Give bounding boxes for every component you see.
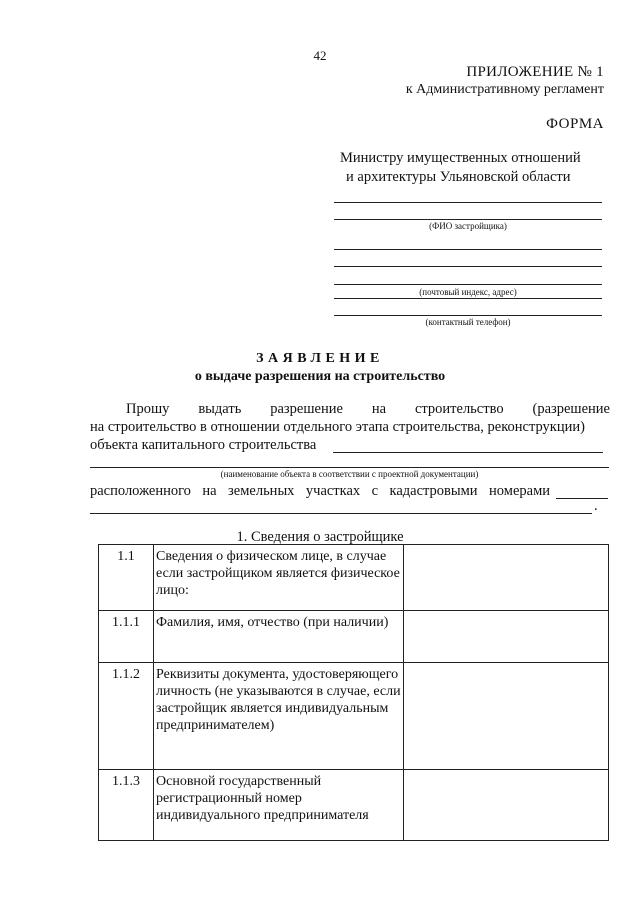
paragraph-line-3: объекта капитального строительства	[90, 437, 317, 453]
postal-address-caption: (почтовый индекс, адрес)	[419, 287, 517, 297]
applicant-info-table	[98, 544, 609, 841]
row-number: 1.1.3	[99, 770, 154, 841]
paragraph-line-2: на строительство в отношении отдельного этапа строительства, реконструкции)	[90, 419, 585, 435]
table-row	[99, 663, 609, 770]
cadastral-number-blank-line[interactable]	[90, 513, 592, 514]
row-number: 1.1	[99, 545, 154, 611]
row-number: 1.1.2	[99, 663, 154, 770]
object-name-caption: (наименование объекта в соответствии с проектной документации)	[220, 469, 479, 479]
form-label: ФОРМА	[546, 116, 604, 132]
applicant-name-line[interactable]	[334, 219, 602, 220]
section-1-title: 1. Сведения о застройщике	[236, 529, 404, 545]
document-subheading: о выдаче разрешения на строительство	[194, 369, 446, 384]
row-number: 1.1.1	[99, 611, 154, 663]
appendix-title: ПРИЛОЖЕНИЕ № 1	[466, 64, 604, 80]
row-value-cell[interactable]	[404, 611, 609, 663]
object-name-blank-inline[interactable]	[333, 452, 603, 453]
table-row	[99, 770, 609, 841]
paragraph-line-5-period: .	[594, 498, 598, 514]
row-description: Сведения о физическом лице, в случае если застройщиком является физическое лицо:	[154, 545, 404, 611]
page-number: 42	[313, 48, 327, 63]
addressee-line-2: и архитектуры Ульяновской области	[346, 169, 571, 185]
appendix-subtitle: к Административному регламент	[405, 82, 604, 97]
phone-caption: (контактный телефон)	[425, 317, 511, 327]
row-value-cell[interactable]	[404, 770, 609, 841]
paragraph-line-4: расположенного на земельных участках с кадастровыми номерами	[90, 483, 550, 499]
phone-blank-line-1[interactable]	[334, 298, 602, 299]
row-value-cell[interactable]	[404, 663, 609, 770]
row-description: Фамилия, имя, отчество (при наличии)	[154, 611, 404, 663]
phone-blank-line-2[interactable]	[334, 315, 602, 316]
cadastral-number-blank-inline[interactable]	[556, 498, 608, 499]
applicant-blank-line-1[interactable]	[334, 202, 602, 203]
document-heading: ЗАЯВЛЕНИЕ	[256, 351, 384, 366]
object-name-blank-line[interactable]	[90, 467, 609, 468]
address-blank-line-2[interactable]	[334, 266, 602, 267]
applicant-name-caption: (ФИО застройщика)	[429, 221, 507, 231]
address-blank-line-3[interactable]	[334, 284, 602, 285]
table-row	[99, 611, 609, 663]
row-value-cell[interactable]	[404, 545, 609, 611]
addressee-line-1: Министру имущественных отношений	[340, 150, 581, 166]
row-description: Основной государственный регистрационный номер индивидуального предпринимателя	[154, 770, 404, 841]
table-row	[99, 545, 609, 611]
address-blank-line-1[interactable]	[334, 249, 602, 250]
row-description: Реквизиты документа, удостоверяющего личность (не указываются в случае, если застройщик является индивидуальным предпринимателем)	[154, 663, 404, 770]
paragraph-line-1: Прошу выдать разрешение на строительство (разрешение	[126, 401, 610, 417]
